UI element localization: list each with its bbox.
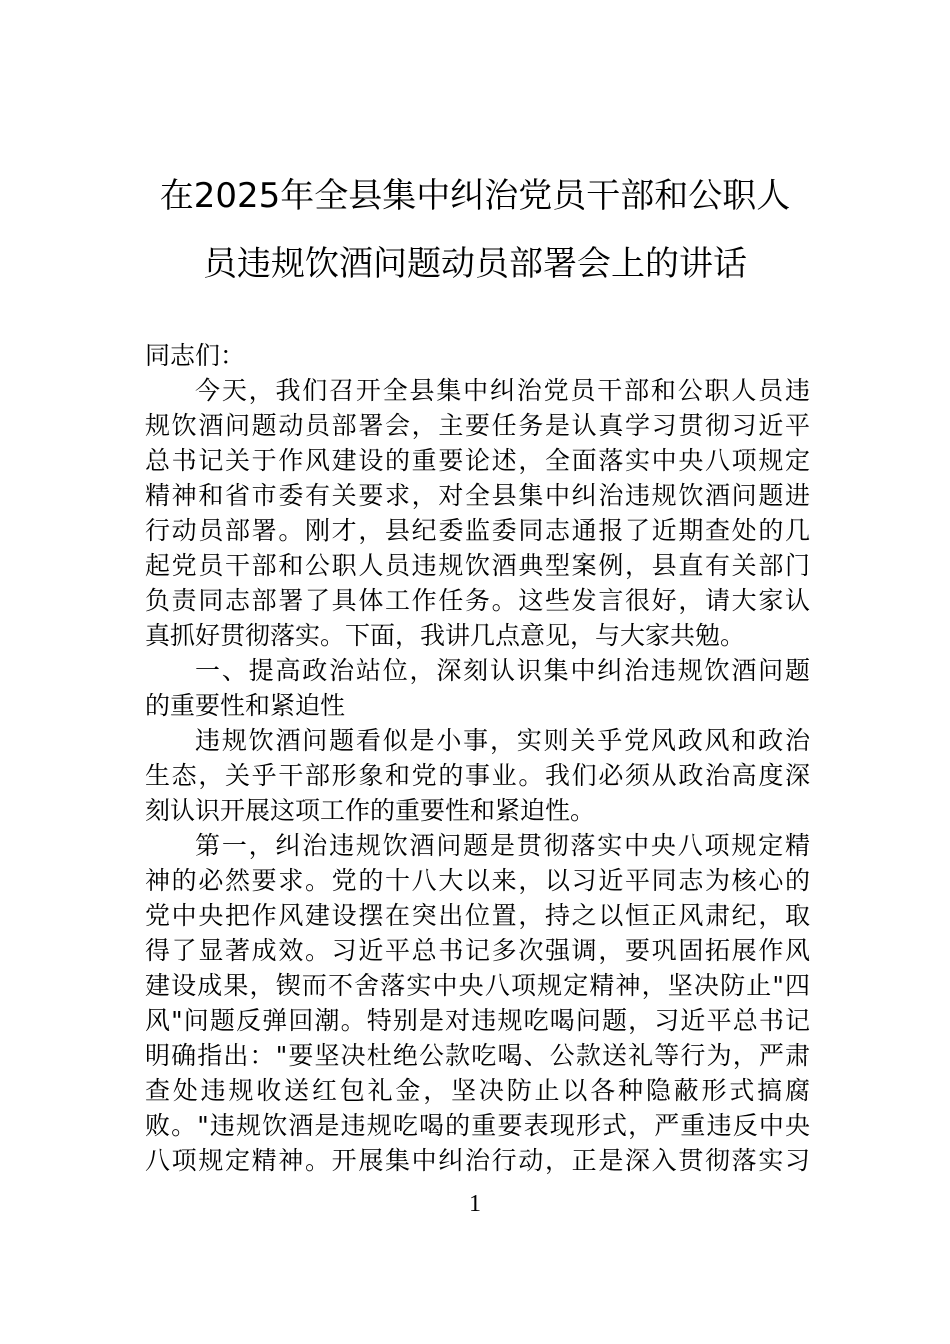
paragraph-line: 违规饮酒问题看似是小事，实则关乎党风政风和政治	[195, 726, 810, 755]
paragraph-line: 负责同志部署了具体工作任务。这些发言很好，请大家认	[145, 586, 810, 615]
paragraph-line: 第一，纠治违规饮酒问题是贯彻落实中央八项规定精	[195, 831, 810, 860]
paragraph-line: 真抓好贯彻落实。下面，我讲几点意见，与大家共勉。	[145, 621, 746, 650]
paragraph-line: 建设成果，锲而不舍落实中央八项规定精神，坚决防止"四	[145, 971, 810, 1000]
paragraph-line: 得了显著成效。习近平总书记多次强调，要巩固拓展作风	[145, 936, 810, 965]
salutation: 同志们：	[145, 341, 246, 370]
paragraph-line: 总书记关于作风建设的重要论述，全面落实中央八项规定	[145, 446, 810, 475]
paragraph-line: 精神和省市委有关要求，对全县集中纠治违规饮酒问题进	[145, 481, 810, 510]
paragraph-line: 生态，关乎干部形象和党的事业。我们必须从政治高度深	[145, 761, 810, 790]
paragraph-line: 败。"违规饮酒是违规吃喝的重要表现形式，严重违反中央	[145, 1111, 810, 1140]
paragraph-line: 行动员部署。刚才，县纪委监委同志通报了近期查处的几	[145, 516, 810, 545]
paragraph-line: 查处违规收送红包礼金，坚决防止以各种隐蔽形式搞腐	[145, 1076, 810, 1105]
section-heading-line: 的重要性和紧迫性	[145, 691, 346, 720]
document-title-line-1: 在2025年全县集中纠治党员干部和公职人	[159, 176, 791, 216]
paragraph-line: 规饮酒问题动员部署会，主要任务是认真学习贯彻习近平	[145, 411, 810, 440]
paragraph-line: 起党员干部和公职人员违规饮酒典型案例，县直有关部门	[145, 551, 810, 580]
paragraph-line: 神的必然要求。党的十八大以来，以习近平同志为核心的	[145, 866, 810, 895]
page-number: 1	[469, 1191, 481, 1217]
paragraph-line: 党中央把作风建设摆在突出位置，持之以恒正风肃纪，取	[145, 901, 810, 930]
section-heading-line: 一、提高政治站位，深刻认识集中纠治违规饮酒问题	[195, 656, 810, 685]
paragraph-line: 刻认识开展这项工作的重要性和紧迫性。	[145, 796, 596, 825]
document-title-line-2: 员违规饮酒问题动员部署会上的讲话	[203, 244, 747, 284]
paragraph-line: 明确指出："要坚决杜绝公款吃喝、公款送礼等行为，严肃	[145, 1041, 810, 1070]
paragraph-line: 风"问题反弹回潮。特别是对违规吃喝问题，习近平总书记	[145, 1006, 810, 1035]
paragraph-line: 八项规定精神。开展集中纠治行动，正是深入贯彻落实习	[145, 1146, 810, 1175]
paragraph-line: 今天，我们召开全县集中纠治党员干部和公职人员违	[195, 376, 810, 405]
